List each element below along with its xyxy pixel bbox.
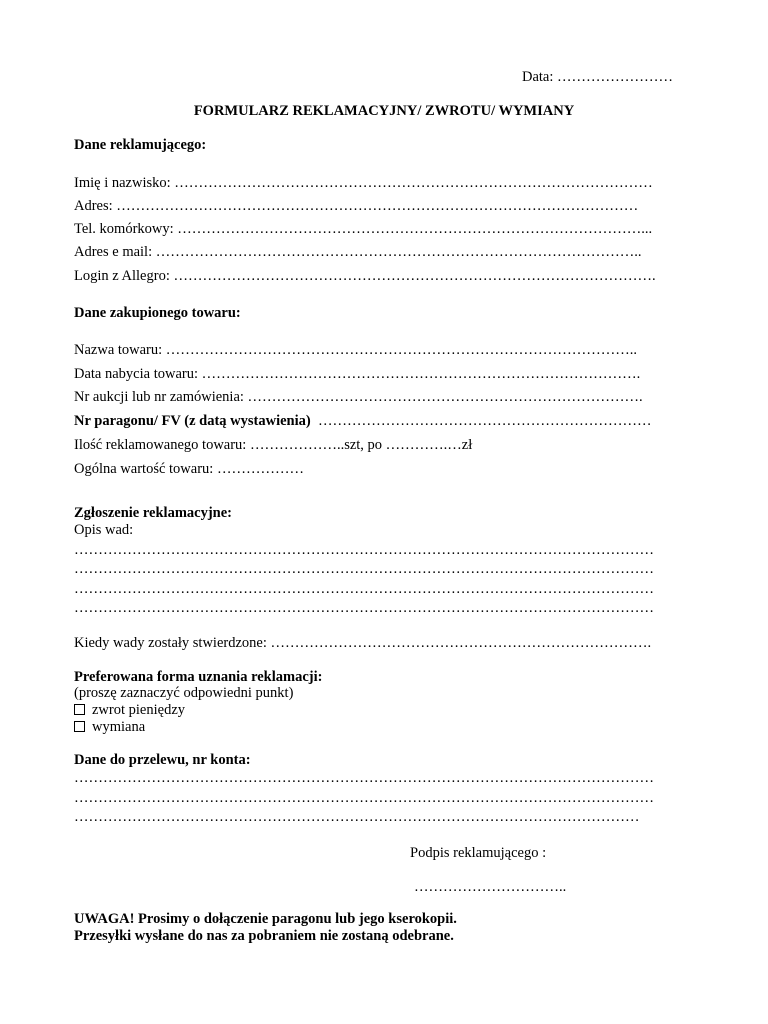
option-label: zwrot pieniędzy <box>92 702 186 718</box>
claimant-heading: Dane reklamującego: <box>74 137 207 153</box>
signature-label: Podpis reklamującego : <box>410 845 547 861</box>
auction-number-field[interactable]: Nr aukcji lub nr zamówienia: ………………………………………………………………………. <box>74 389 643 405</box>
phone-field[interactable]: Tel. komórkowy: ……………………………………………………………………………………... <box>74 221 653 237</box>
receipt-label: Nr paragonu/ FV (z datą wystawienia) <box>74 413 311 429</box>
date-label: Data: <box>522 69 554 85</box>
purchase-date-field[interactable]: Data nabycia towaru: ………………………………………………………………………………. <box>74 366 641 382</box>
email-field[interactable]: Adres e mail: ……………………………………………………………………………………….. <box>74 244 642 260</box>
defect-line[interactable]: ………………………………………………………………………………………………………… <box>74 561 654 577</box>
address-field[interactable]: Adres: ……………………………………………………………………………………………… <box>74 198 639 214</box>
checkbox-icon[interactable] <box>74 721 85 732</box>
receipt-field <box>74 413 651 430</box>
defect-line[interactable]: ………………………………………………………………………………………………………… <box>74 542 654 558</box>
notice-line-2: Przesyłki wysłane do nas za pobraniem nie zostaną odebrane. <box>74 928 454 944</box>
receipt-dots[interactable]: …………………………………………………………… <box>317 413 652 429</box>
preference-heading: Preferowana forma uznania reklamacji: <box>74 669 323 685</box>
option-exchange[interactable] <box>74 719 145 736</box>
quantity-field[interactable]: Ilość reklamowanego towaru: ………………..szt, po ………….…zł <box>74 437 473 453</box>
goods-heading: Dane zakupionego towaru: <box>74 305 241 321</box>
product-name-field[interactable]: Nazwa towaru: …………………………………………………………………………………….. <box>74 342 638 358</box>
preference-hint: (proszę zaznaczyć odpowiedni punkt) <box>74 685 294 701</box>
defect-found-date-field[interactable]: Kiedy wady zostały stwierdzone: ……………………………………………………………………. <box>74 635 652 651</box>
allegro-login-field[interactable]: Login z Allegro: ………………………………………………………………………………………. <box>74 268 656 284</box>
defect-line[interactable]: ………………………………………………………………………………………………………… <box>74 581 654 597</box>
complaint-heading: Zgłoszenie reklamacyjne: <box>74 505 232 521</box>
defects-label: Opis wad: <box>74 522 134 538</box>
account-line[interactable]: ………………………………………………………………………………………………………… <box>74 790 654 806</box>
checkbox-icon[interactable] <box>74 704 85 715</box>
date-dots[interactable]: …………………… <box>557 69 674 85</box>
account-line[interactable]: ……………………………………………………………………………………………………… <box>74 809 640 825</box>
total-value-field[interactable]: Ogólna wartość towaru: ……………… <box>74 461 304 477</box>
name-field[interactable]: Imię i nazwisko: ……………………………………………………………………………………… <box>74 175 653 191</box>
notice-line-1: UWAGA! Prosimy o dołączenie paragonu lub jego kserokopii. <box>74 911 457 927</box>
transfer-heading: Dane do przelewu, nr konta: <box>74 752 251 768</box>
option-label: wymiana <box>92 719 146 735</box>
account-line[interactable]: ………………………………………………………………………………………………………… <box>74 770 654 786</box>
date-field <box>522 69 673 86</box>
defect-line[interactable]: ………………………………………………………………………………………………………… <box>74 600 654 616</box>
option-refund[interactable] <box>74 702 185 719</box>
signature-dots[interactable]: ………………………….. <box>414 879 567 895</box>
form-title: FORMULARZ REKLAMACYJNY/ ZWROTU/ WYMIANY <box>193 103 575 119</box>
